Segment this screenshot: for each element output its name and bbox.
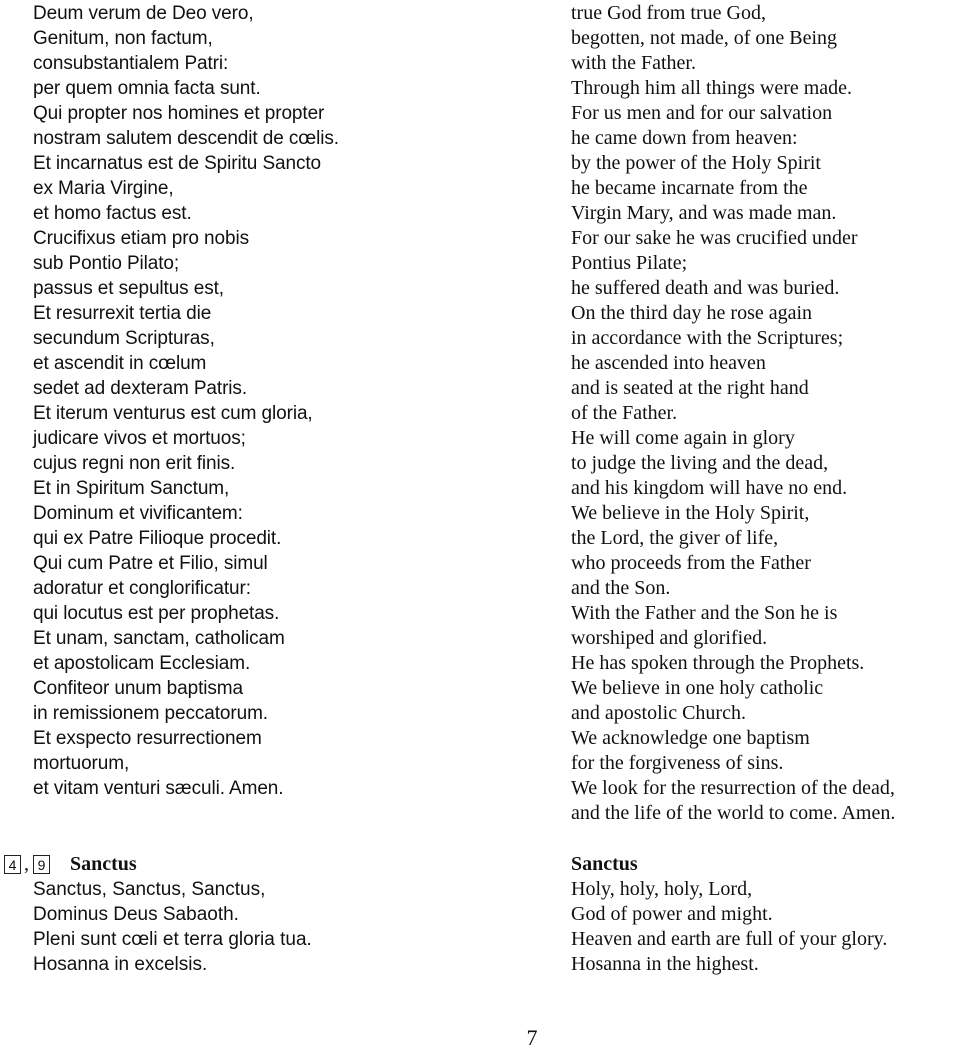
english-line: Through him all things were made. <box>571 77 853 99</box>
latin-line: in remissionem peccatorum. <box>33 703 268 724</box>
latin-line: et vitam venturi sæculi. Amen. <box>33 778 284 799</box>
sanctus-latin-section <box>4 852 312 977</box>
latin-line: cujus regni non erit finis. <box>33 453 236 474</box>
sanctus-latin-line: Dominus Deus Sabaoth. <box>33 904 239 925</box>
latin-line: judicare vivos et mortuos; <box>33 428 246 449</box>
english-line: and apostolic Church. <box>571 702 746 724</box>
english-line: he became incarnate from the <box>571 177 808 199</box>
latin-line: secundum Scripturas, <box>33 328 215 349</box>
english-line: to judge the living and the dead, <box>571 452 829 474</box>
english-line: by the power of the Holy Spirit <box>571 152 821 174</box>
latin-line: nostram salutem descendit de cœlis. <box>33 128 339 149</box>
sanctus-latin-heading-row <box>4 852 312 877</box>
english-line: We believe in the Holy Spirit, <box>571 502 810 524</box>
sanctus-latin-line: Pleni sunt cœli et terra gloria tua. <box>33 929 312 950</box>
latin-line: Deum verum de Deo vero, <box>33 3 254 24</box>
english-line: On the third day he rose again <box>571 302 813 324</box>
latin-line: Et incarnatus est de Spiritu Sancto <box>33 153 321 174</box>
latin-line: et homo factus est. <box>33 203 192 224</box>
sanctus-english-section <box>571 852 887 977</box>
english-line: he ascended into heaven <box>571 352 766 374</box>
english-line: and his kingdom will have no end. <box>571 477 848 499</box>
sanctus-english-line: Holy, holy, holy, Lord, <box>571 878 753 900</box>
latin-line: Et unam, sanctam, catholicam <box>33 628 285 649</box>
english-line: he came down from heaven: <box>571 127 798 149</box>
english-line: and is seated at the right hand <box>571 377 809 399</box>
sanctus-english-line: Hosanna in the highest. <box>571 953 759 975</box>
sanctus-english-heading-row <box>571 852 887 877</box>
english-line: For us men and for our salvation <box>571 102 833 124</box>
latin-line: qui locutus est per prophetas. <box>33 603 280 624</box>
latin-line: Et exspecto resurrectionem <box>33 728 262 749</box>
page-number: 7 <box>526 1025 538 1050</box>
english-line: with the Father. <box>571 52 696 74</box>
reference-separator: , <box>24 853 29 875</box>
latin-line: mortuorum, <box>33 753 130 774</box>
english-line: He will come again in glory <box>571 427 795 449</box>
latin-line: qui ex Patre Filioque procedit. <box>33 528 282 549</box>
sanctus-english-line: God of power and might. <box>571 903 773 925</box>
credo-latin-column <box>33 1 339 801</box>
latin-line: et apostolicam Ecclesiam. <box>33 653 251 674</box>
latin-line: Genitum, non factum, <box>33 28 213 49</box>
english-line: the Lord, the giver of life, <box>571 527 779 549</box>
latin-line: Qui cum Patre et Filio, simul <box>33 553 268 574</box>
latin-line: Crucifixus etiam pro nobis <box>33 228 249 249</box>
english-line: We look for the resurrection of the dead, <box>571 777 895 799</box>
reference-number-box: 4 <box>4 855 21 874</box>
english-line: worshiped and glorified. <box>571 627 768 649</box>
english-line: begotten, not made, of one Being <box>571 27 838 49</box>
latin-line: sub Pontio Pilato; <box>33 253 180 274</box>
latin-line: Et in Spiritum Sanctum, <box>33 478 230 499</box>
sanctus-english-line: Heaven and earth are full of your glory. <box>571 928 888 950</box>
english-line: We acknowledge one baptism <box>571 727 810 749</box>
latin-line: adoratur et conglorificatur: <box>33 578 251 599</box>
english-line: For our sake he was crucified under <box>571 227 858 249</box>
english-line: who proceeds from the Father <box>571 552 811 574</box>
english-line: Virgin Mary, and was made man. <box>571 202 837 224</box>
sanctus-english-heading: Sanctus <box>571 853 638 875</box>
english-line: He has spoken through the Prophets. <box>571 652 865 674</box>
english-line: With the Father and the Son he is <box>571 602 838 624</box>
latin-line: Dominum et vivificantem: <box>33 503 243 524</box>
latin-line: Qui propter nos homines et propter <box>33 103 325 124</box>
sanctus-latin-heading: Sanctus <box>70 853 137 875</box>
english-line: he suffered death and was buried. <box>571 277 840 299</box>
sanctus-latin-line: Sanctus, Sanctus, Sanctus, <box>33 879 266 900</box>
latin-line: passus et sepultus est, <box>33 278 224 299</box>
latin-line: consubstantialem Patri: <box>33 53 229 74</box>
latin-line: ex Maria Virgine, <box>33 178 174 199</box>
latin-line: per quem omnia facta sunt. <box>33 78 261 99</box>
english-line: of the Father. <box>571 402 678 424</box>
english-line: Pontius Pilate; <box>571 252 688 274</box>
english-line: and the Son. <box>571 577 671 599</box>
english-line: We believe in one holy catholic <box>571 677 824 699</box>
english-line: true God from true God, <box>571 2 766 24</box>
latin-line: et ascendit in cœlum <box>33 353 207 374</box>
latin-line: Confiteor unum baptisma <box>33 678 243 699</box>
english-line: in accordance with the Scriptures; <box>571 327 844 349</box>
reference-number-box: 9 <box>33 855 50 874</box>
latin-line: sedet ad dexteram Patris. <box>33 378 247 399</box>
latin-line: Et iterum venturus est cum gloria, <box>33 403 313 424</box>
sanctus-latin-line: Hosanna in excelsis. <box>33 954 208 975</box>
english-line: for the forgiveness of sins. <box>571 752 784 774</box>
credo-english-column <box>571 1 895 826</box>
latin-line: Et resurrexit tertia die <box>33 303 212 324</box>
english-line: and the life of the world to come. Amen. <box>571 802 896 824</box>
